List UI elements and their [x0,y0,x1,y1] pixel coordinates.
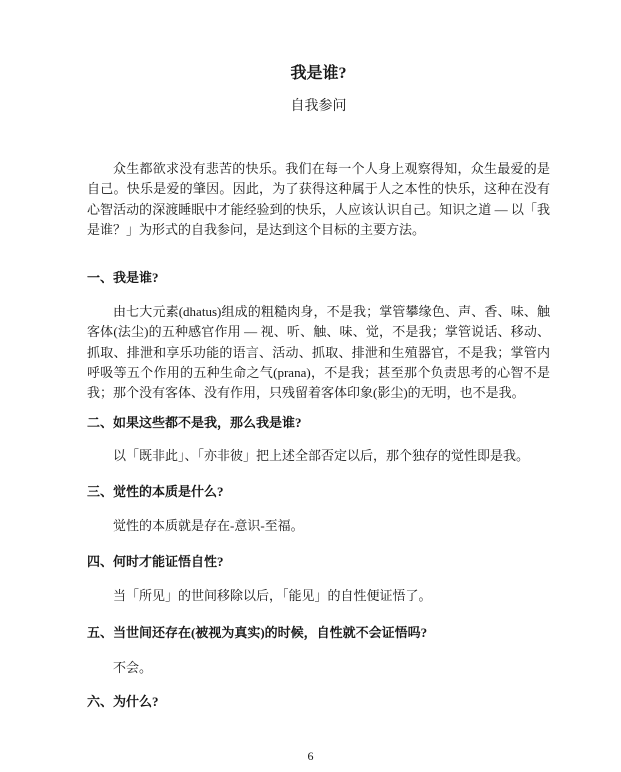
section-3-body: 觉性的本质就是存在-意识-至福。 [113,517,304,533]
section-2-heading: 二、如果这些都不是我，那么我是谁? [87,414,302,430]
section-2-body: 以「既非此」、「亦非彼」把上述全部否定以后，那个独存的觉性即是我。 [113,447,530,463]
page-number: 6 [307,749,314,763]
section-4-body: 当「所见」的世间移除以后，「能见」的自性便证悟了。 [113,588,432,604]
page-subtitle: 自我参问 [290,99,347,114]
section-6-heading: 六、为什么? [87,693,159,709]
section-1-body: 由七大元素(dhatus)组成的粗糙肉身，不是我；掌管攀缘色、声、香、味、触客体(法尘)的五种感官作用 — 视、听、触、味、觉，不是我；掌管说话、移动、抓取、排泄和享乐功能的语言、活动、抓取、排泄和生殖器官，不是我；掌管内呼吸等五个作用的五种生命之气(prana)，不是我；甚至那个负责思考的心智不是我；那个没有客体、没有作用，只残留着客体印象(影尘)的无明，也不是我。 [87,304,550,401]
section-1-heading: 一、我是谁? [87,270,159,286]
section-3-heading: 三、觉性的本质是什么? [87,483,224,499]
section-5-heading: 五、当世间还存在(被视为真实)的时候，自性就不会证悟吗? [87,624,428,640]
page-title: 我是谁? [290,65,347,82]
intro-paragraph: 众生都欲求没有悲苦的快乐。我们在每一个人身上观察得知，众生最爱的是自己。快乐是爱的肇因。因此，为了获得这种属于人之本性的快乐，这种在没有心智活动的深渡睡眠中才能经验到的快乐，人应该认识自己。知识之道 — 以「我是谁？」为形式的自我参问，是达到这个目标的主要方法。 [87,161,550,237]
section-5-body: 不会。 [113,659,153,675]
section-4-heading: 四、何时才能证悟自性? [87,554,224,570]
